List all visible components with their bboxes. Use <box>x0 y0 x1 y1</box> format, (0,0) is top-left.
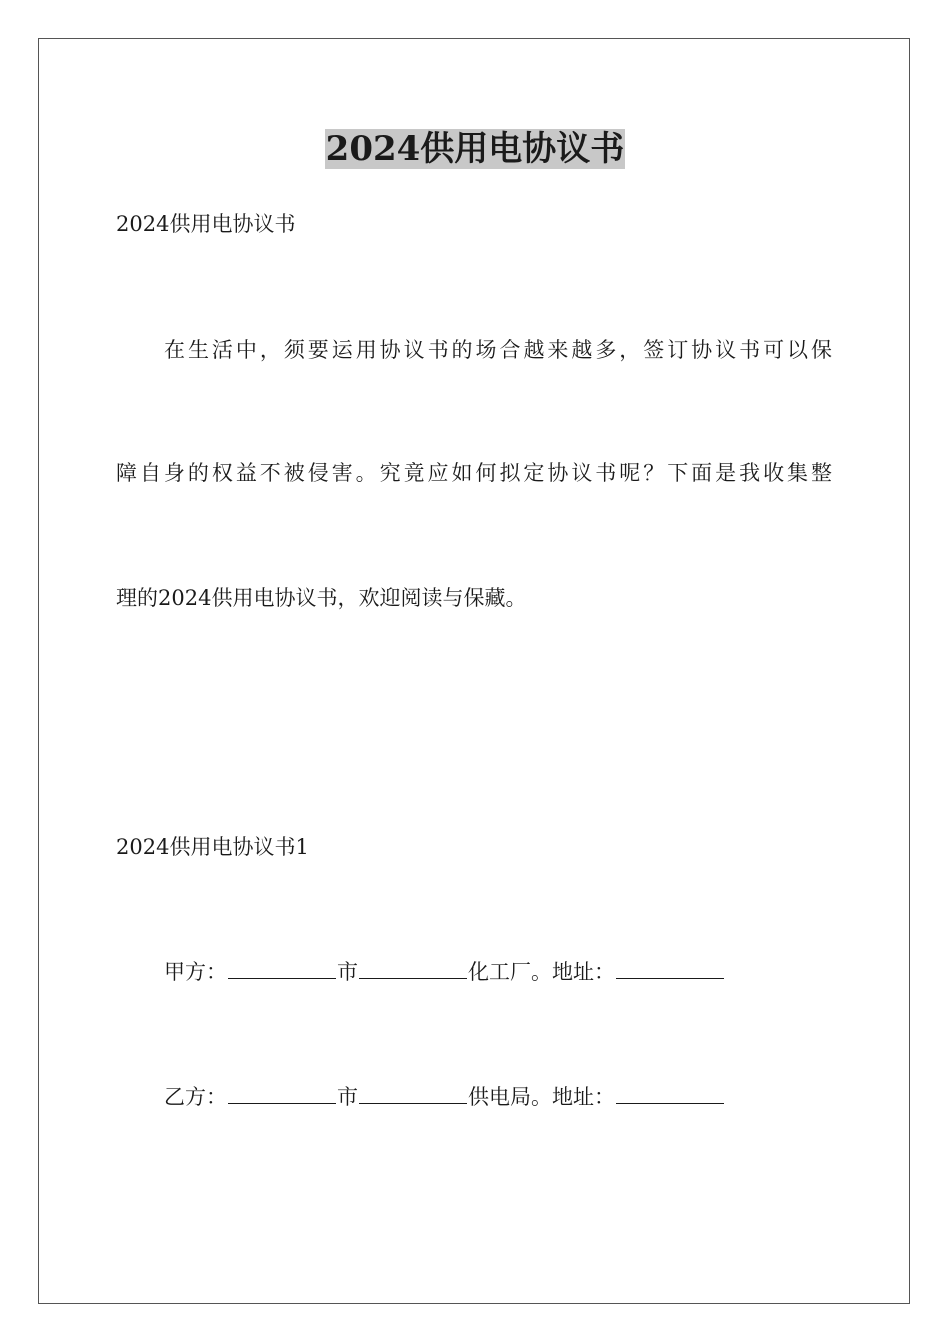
party-a-address-blank <box>616 956 724 979</box>
document-title-text: 2024供用电协议书 <box>325 129 625 169</box>
document-title <box>0 124 950 174</box>
party-b-label: 乙方： <box>164 1085 227 1109</box>
party-a-city-blank <box>228 956 336 979</box>
party-a-city-suffix: 市 <box>337 960 358 984</box>
party-b-org-blank <box>359 1081 467 1104</box>
party-a-line <box>164 956 725 987</box>
party-b-city-blank <box>228 1081 336 1104</box>
party-b-org-suffix: 供电局。地址： <box>468 1085 615 1109</box>
intro-line-3: 理的2024供用电协议书，欢迎阅读与保藏。 <box>116 586 527 610</box>
section-heading: 2024供用电协议书1 <box>116 835 309 859</box>
party-a-label: 甲方： <box>164 960 227 984</box>
party-b-city-suffix: 市 <box>337 1085 358 1109</box>
party-a-org-blank <box>359 956 467 979</box>
document-subtitle: 2024供用电协议书 <box>116 212 296 236</box>
party-b-address-blank <box>616 1081 724 1104</box>
intro-line-2: 障自身的权益不被侵害。究竟应如何拟定协议书呢？下面是我收集整 <box>116 461 832 485</box>
intro-line-1: 在生活中，须要运用协议书的场合越来越多，签订协议书可以保 <box>164 338 832 362</box>
party-b-line <box>164 1081 725 1112</box>
party-a-org-suffix: 化工厂。地址： <box>468 960 615 984</box>
